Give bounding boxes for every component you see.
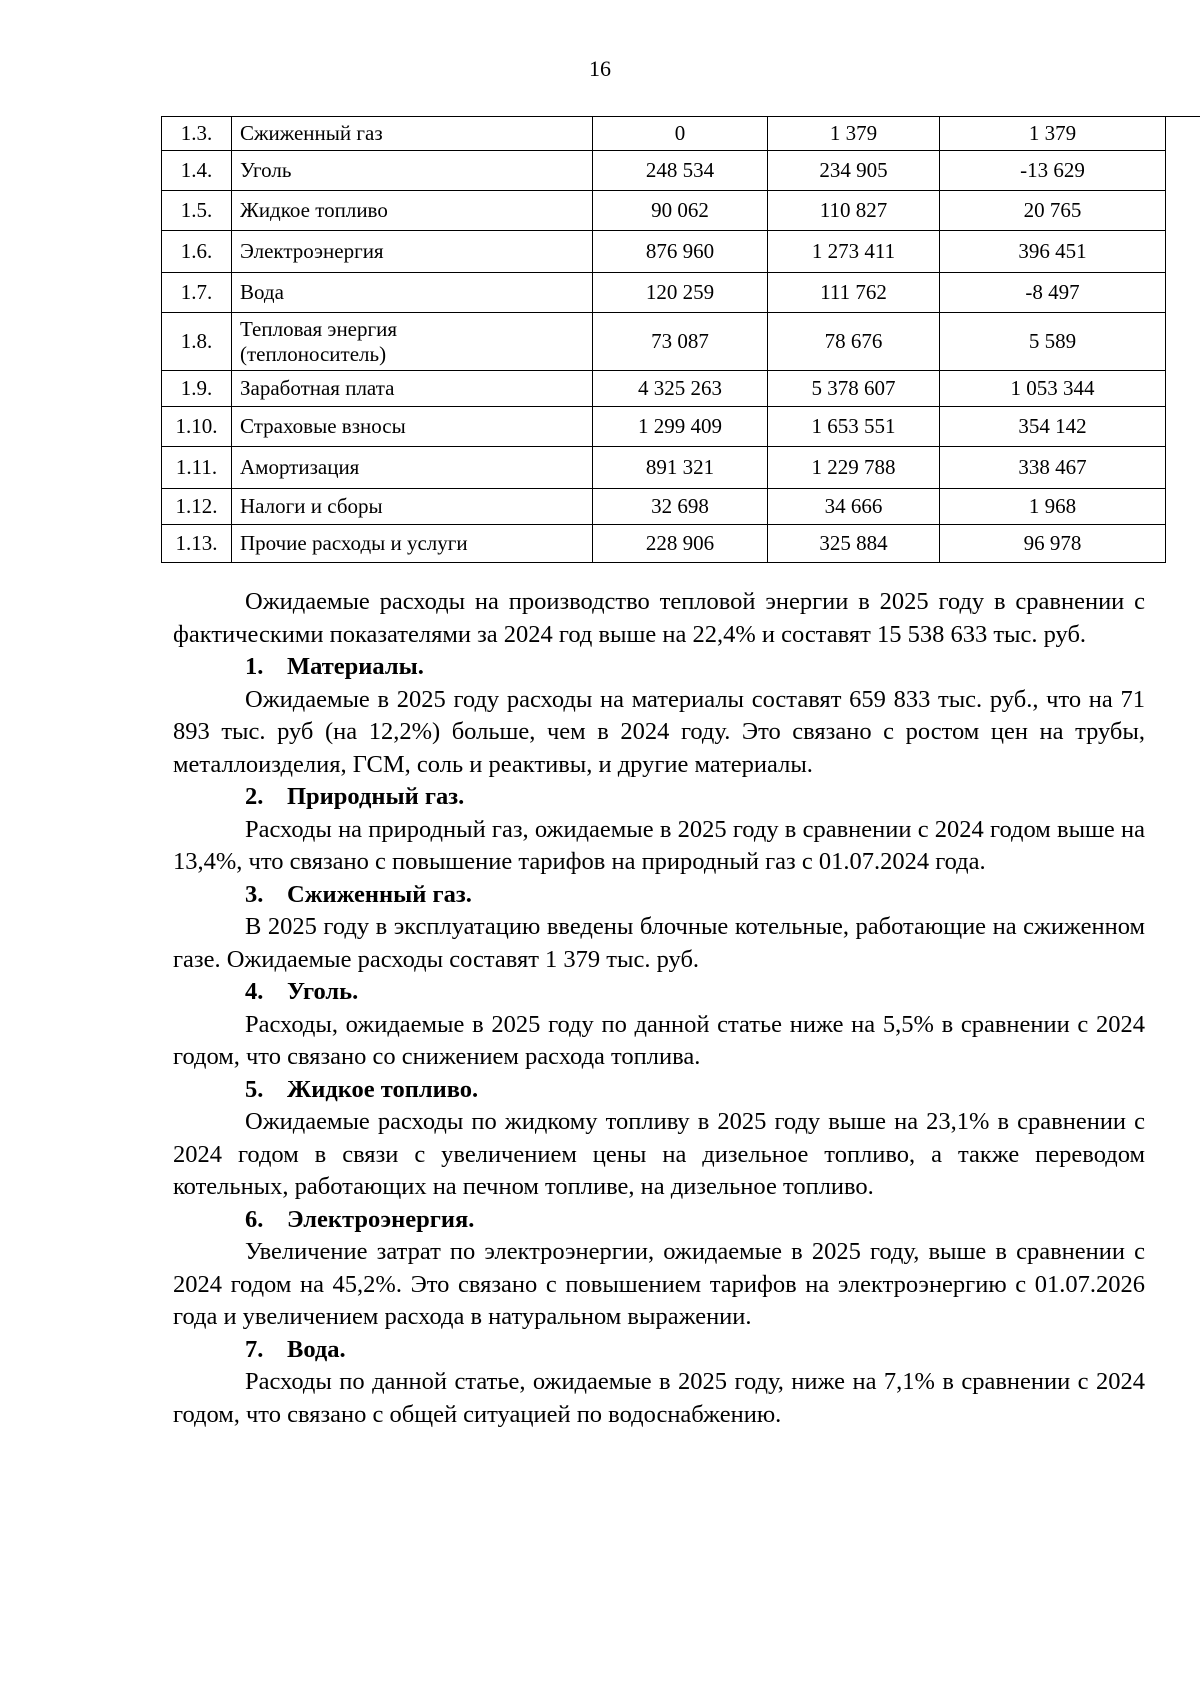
section-number: 3. — [245, 880, 264, 908]
table-row — [162, 447, 1166, 489]
row-name: Налоги и сборы — [232, 489, 593, 525]
section-title: Сжиженный газ. — [287, 880, 472, 908]
section-number: 7. — [245, 1335, 264, 1363]
value-2024: 1 299 409 — [593, 407, 768, 447]
row-name: Страховые взносы — [232, 407, 593, 447]
value-2024: 120 259 — [593, 273, 768, 313]
table-edge-line — [1165, 116, 1200, 117]
value-2025: 78 676 — [768, 313, 940, 371]
table-row — [162, 273, 1166, 313]
table-row — [162, 231, 1166, 273]
row-number: 1.7. — [162, 273, 232, 313]
table-row — [162, 371, 1166, 407]
row-name: Жидкое топливо — [232, 191, 593, 231]
row-name: Уголь — [232, 151, 593, 191]
value-2024: 73 087 — [593, 313, 768, 371]
value-2025: 1 379 — [768, 117, 940, 151]
row-name: Тепловая энергия (теплоноситель) — [232, 313, 593, 371]
row-name: Заработная плата — [232, 371, 593, 407]
row-number: 1.4. — [162, 151, 232, 191]
table-row — [162, 313, 1166, 371]
cost-table — [161, 116, 1166, 563]
value-diff: 1 379 — [940, 117, 1166, 151]
section-paragraph: В 2025 году в эксплуатацию введены блочные котельные, работающие на сжиженном газе. Ожидаемые расходы составят 1 379 тыс. руб. — [173, 913, 1145, 973]
row-name: Электроэнергия — [232, 231, 593, 273]
value-diff: -8 497 — [940, 273, 1166, 313]
table-row — [162, 489, 1166, 525]
section-paragraph: Ожидаемые расходы по жидкому топливу в 2025 году выше на 23,1% в сравнении с 2024 годом в связи с увеличением цены на дизельное топливо, а также переводом котельных, работающих на печном топливе, на дизельное топливо. — [173, 1108, 1145, 1200]
row-number: 1.8. — [162, 313, 232, 371]
row-name: Амортизация — [232, 447, 593, 489]
section-paragraph: Расходы на природный газ, ожидаемые в 2025 году в сравнении с 2024 годом выше на 13,4%, что связано с повышение тарифов на природный газ с 01.07.2024 года. — [173, 815, 1145, 875]
value-2024: 4 325 263 — [593, 371, 768, 407]
value-2025: 325 884 — [768, 525, 940, 563]
row-number: 1.3. — [162, 117, 232, 151]
value-diff: 5 589 — [940, 313, 1166, 371]
value-2025: 1 273 411 — [768, 231, 940, 273]
section-number: 5. — [245, 1075, 264, 1103]
value-2025: 111 762 — [768, 273, 940, 313]
value-2025: 5 378 607 — [768, 371, 940, 407]
section-heading — [173, 1334, 1145, 1367]
value-2024: 0 — [593, 117, 768, 151]
document-body — [173, 586, 1145, 1431]
value-2025: 110 827 — [768, 191, 940, 231]
table-row — [162, 117, 1166, 151]
section-heading — [173, 879, 1145, 912]
row-name: Прочие расходы и услуги — [232, 525, 593, 563]
value-2024: 248 534 — [593, 151, 768, 191]
value-diff: -13 629 — [940, 151, 1166, 191]
section-title: Уголь. — [287, 978, 359, 1005]
value-diff: 338 467 — [940, 447, 1166, 489]
value-2025: 1 229 788 — [768, 447, 940, 489]
section-heading — [173, 651, 1145, 684]
value-diff: 396 451 — [940, 231, 1166, 273]
row-name: Сжиженный газ — [232, 117, 593, 151]
section-heading — [173, 1204, 1145, 1237]
section-title: Природный газ. — [287, 783, 465, 810]
section-title: Жидкое топливо. — [287, 1075, 479, 1103]
value-2025: 1 653 551 — [768, 407, 940, 447]
section-paragraph: Расходы по данной статье, ожидаемые в 2025 году, ниже на 7,1% в сравнении с 2024 годом, что связано с общей ситуацией по водоснабжению. — [173, 1368, 1145, 1428]
section-number: 1. — [245, 653, 264, 680]
value-diff: 96 978 — [940, 525, 1166, 563]
row-number: 1.9. — [162, 371, 232, 407]
section-paragraph: Ожидаемые в 2025 году расходы на материалы составят 659 833 тыс. руб., что на 71 893 тыс. руб (на 12,2%) больше, чем в 2024 году. Это связано с ростом цен на трубы, металлоизделия, ГСМ, соль и реактивы, и другие материалы. — [173, 685, 1145, 778]
value-diff: 20 765 — [940, 191, 1166, 231]
section-paragraph: Увеличение затрат по электроэнергии, ожидаемые в 2025 году, выше в сравнении с 2024 годом на 45,2%. Это связано с повышением тарифов на электроэнергию с 01.07.2026 года и увеличением расхода в натуральном выражении. — [173, 1238, 1145, 1330]
page-number: 16 — [589, 56, 611, 81]
value-2024: 891 321 — [593, 447, 768, 489]
table-row — [162, 151, 1166, 191]
section-number: 4. — [245, 978, 264, 1005]
section-title: Вода. — [287, 1335, 346, 1363]
value-diff: 1 968 — [940, 489, 1166, 525]
table-row — [162, 407, 1166, 447]
section-title: Материалы. — [287, 653, 424, 680]
row-number: 1.10. — [162, 407, 232, 447]
section-number: 6. — [245, 1205, 264, 1233]
section-title: Электроэнергия. — [287, 1205, 475, 1233]
table-row — [162, 525, 1166, 563]
row-name: Вода — [232, 273, 593, 313]
value-2024: 876 960 — [593, 231, 768, 273]
value-2024: 228 906 — [593, 525, 768, 563]
table-row — [162, 191, 1166, 231]
value-2024: 90 062 — [593, 191, 768, 231]
row-number: 1.13. — [162, 525, 232, 563]
section-number: 2. — [245, 783, 264, 810]
value-diff: 354 142 — [940, 407, 1166, 447]
row-number: 1.11. — [162, 447, 232, 489]
row-number: 1.12. — [162, 489, 232, 525]
section-heading — [173, 1074, 1145, 1107]
value-2025: 234 905 — [768, 151, 940, 191]
value-2024: 32 698 — [593, 489, 768, 525]
section-paragraph: Расходы, ожидаемые в 2025 году по данной статье ниже на 5,5% в сравнении с 2024 годом, что связано со снижением расхода топлива. — [173, 1010, 1145, 1070]
value-2025: 34 666 — [768, 489, 940, 525]
value-diff: 1 053 344 — [940, 371, 1166, 407]
row-number: 1.6. — [162, 231, 232, 273]
row-number: 1.5. — [162, 191, 232, 231]
section-heading — [173, 976, 1145, 1009]
intro-paragraph: Ожидаемые расходы на производство тепловой энергии в 2025 году в сравнении с фактическими показателями за 2024 год выше на 22,4% и составят 15 538 633 тыс. руб. — [173, 588, 1145, 648]
section-heading — [173, 781, 1145, 814]
